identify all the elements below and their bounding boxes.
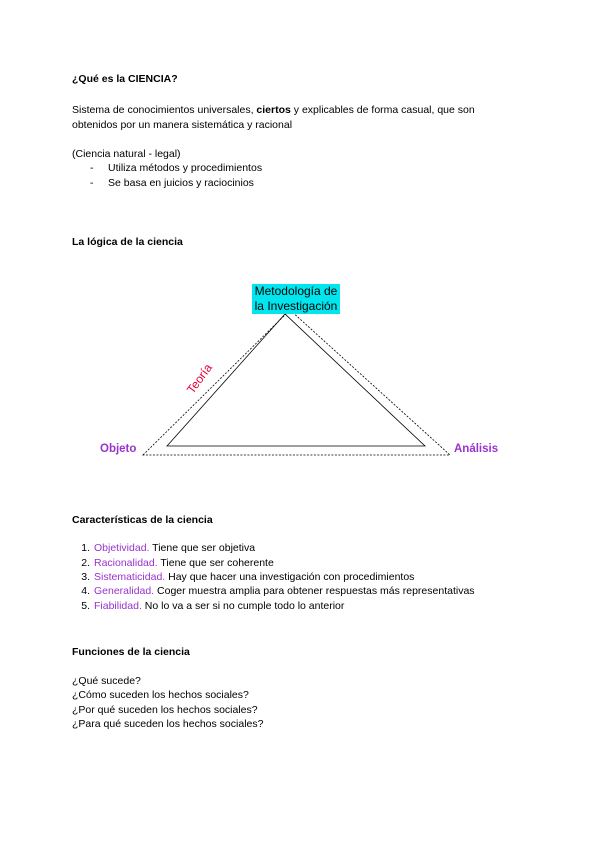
list-number: 3. — [81, 571, 90, 583]
diagram-label-objeto: Objeto — [100, 443, 137, 455]
list-number: 2. — [81, 557, 90, 569]
bullet-text: Se basa en juicios y raciocinios — [108, 177, 254, 189]
list-desc: Coger muestra amplia para obtener respuestas más representativas — [154, 585, 475, 597]
list-item — [72, 556, 274, 570]
list-term: Racionalidad. — [94, 557, 158, 569]
definition-bold-word: ciertos — [256, 104, 291, 116]
list-term: Objetividad. — [94, 542, 150, 554]
definition-post: y explicables de forma casual, que son — [290, 104, 475, 116]
definition-line-1 — [72, 103, 475, 117]
list-item — [72, 599, 344, 613]
question-item: ¿Por qué suceden los hechos sociales? — [72, 704, 258, 716]
list-number: 5. — [81, 600, 90, 612]
bullet-item — [90, 161, 262, 175]
bullet-marker: - — [90, 162, 94, 174]
diagram-label-analisis: Análisis — [454, 443, 499, 455]
list-number: 4. — [81, 585, 90, 597]
section-title-caracteristicas: Características de la ciencia — [72, 514, 213, 526]
methodology-line-1: Metodología de — [254, 284, 338, 298]
bullet-text: Utiliza métodos y procedimientos — [108, 162, 263, 174]
definition-pre: Sistema de conocimientos universales, — [72, 104, 257, 116]
list-term: Generalidad. — [94, 585, 155, 597]
science-type-note: (Ciencia natural - legal) — [72, 148, 181, 160]
list-item — [72, 541, 255, 555]
question-item: ¿Para qué suceden los hechos sociales? — [72, 718, 264, 730]
list-term: Sistematicidad. — [94, 571, 166, 583]
question-item: ¿Qué sucede? — [72, 675, 141, 687]
section-title-ciencia: ¿Qué es la CIENCIA? — [72, 73, 178, 85]
question-item: ¿Cómo suceden los hechos sociales? — [72, 689, 249, 701]
list-number: 1. — [81, 542, 90, 554]
methodology-line-2: la Investigación — [254, 299, 338, 313]
list-desc: No lo va a ser si no cumple todo lo anterior — [141, 600, 345, 612]
section-title-logica: La lógica de la ciencia — [72, 236, 183, 248]
list-term: Fiabilidad. — [94, 600, 142, 612]
diagram-label-teoria: Teoría — [184, 361, 215, 397]
definition-line-2: obtenidos por un manera sistemática y racional — [72, 119, 293, 131]
methodology-box — [252, 284, 340, 314]
bullet-marker: - — [90, 177, 94, 189]
bullet-item — [90, 176, 254, 190]
list-desc: Hay que hacer una investigación con procedimientos — [165, 571, 415, 583]
section-title-funciones: Funciones de la ciencia — [72, 646, 190, 658]
list-item — [72, 584, 475, 598]
list-item — [72, 570, 414, 584]
list-desc: Tiene que ser coherente — [157, 557, 274, 569]
list-desc: Tiene que ser objetiva — [149, 542, 256, 554]
